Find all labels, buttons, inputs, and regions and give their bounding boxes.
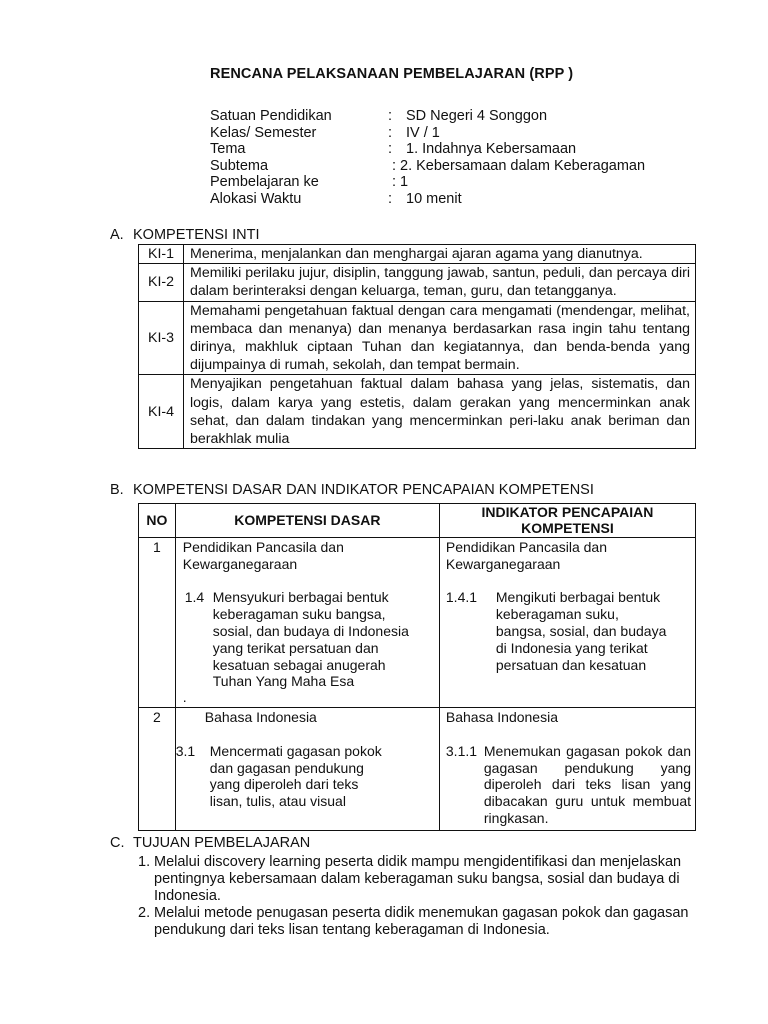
indicator-subject: Pendidikan Pancasila dan Kewarganegaraan — [445, 539, 608, 572]
row-number-text: 1 — [152, 539, 161, 555]
indicator-cell — [439, 708, 695, 831]
kd-cell — [175, 708, 439, 831]
section-title: KOMPETENSI INTI — [133, 227, 260, 243]
indicator-item — [446, 743, 691, 827]
kd-row-number — [139, 708, 176, 831]
kompetensi-inti-table — [138, 244, 696, 449]
kd-header-row — [139, 504, 696, 538]
identity-label: Satuan Pendidikan — [210, 108, 332, 124]
header-kompetensi-dasar: KOMPETENSI DASAR — [175, 504, 439, 538]
tujuan-item — [138, 905, 693, 939]
ki-code: KI-2 — [139, 264, 184, 301]
tujuan-item — [138, 854, 693, 905]
identity-colon: : — [388, 190, 393, 207]
tujuan-text: Melalui metode penugasan peserta didik menemukan gagasan pokok dan gagasan pendukung dari teks lisan tentang keberagaman di Indonesia. — [154, 905, 689, 938]
kd-item — [176, 743, 435, 810]
ki-row — [139, 375, 696, 449]
kd-row — [139, 708, 696, 831]
identity-value: IV / 1 — [406, 124, 440, 141]
kd-tail: . — [182, 689, 187, 706]
header-no: NO — [139, 504, 176, 538]
indicator-text: Mengikuti berbagai bentuk keberagaman suku, bangsa, sosial, dan budaya di Indonesia yang terikat persatuan dan kesatuan — [495, 589, 667, 673]
kd-item — [183, 589, 435, 690]
kd-subject: Pendidikan Pancasila dan Kewarganegaraan — [182, 539, 344, 572]
indicator-number: 3.1.1 — [445, 742, 478, 759]
tujuan-number: 2. — [138, 905, 151, 921]
ki-row — [139, 301, 696, 375]
section-letter: B. — [110, 482, 124, 498]
ki-row — [139, 264, 696, 301]
identity-value: 1. Indahnya Kebersamaan — [406, 141, 577, 158]
ki-code: KI-4 — [139, 375, 184, 449]
identity-colon: : — [388, 124, 393, 141]
tujuan-list — [138, 854, 693, 939]
section-heading-b — [110, 482, 594, 498]
identity-value: SD Negeri 4 Songgon — [406, 108, 548, 124]
identity-value: 1 — [400, 174, 409, 191]
section-title: KOMPETENSI DASAR DAN INDIKATOR PENCAPAIAN KOMPETENSI — [133, 482, 594, 498]
indicator-number: 1.4.1 — [445, 589, 478, 606]
kd-row — [139, 538, 696, 708]
indicator-item — [446, 589, 691, 673]
identity-label: Kelas/ Semester — [210, 124, 317, 141]
ki-row — [139, 245, 696, 264]
kd-text: Mensyukuri berbagai bentuk keberagaman suku bangsa, sosial, dan budaya di Indonesia yang terikat persatuan dan kesatuan sebagai anugerah Tuhan Yang Maha Esa — [212, 589, 409, 690]
kd-subject: Bahasa Indonesia — [204, 709, 317, 726]
kompetensi-dasar-table — [138, 503, 696, 831]
identity-label: Pembelajaran ke — [210, 174, 319, 191]
identity-value: 2. Kebersamaan dalam Keberagaman — [400, 157, 646, 174]
document-title: RENCANA PELAKSANAAN PEMBELAJARAN (RPP ) — [210, 66, 574, 82]
identity-label: Subtema — [210, 157, 269, 174]
kd-row-number — [139, 538, 176, 708]
tujuan-text: Melalui discovery learning peserta didik mampu mengidentifikasi dan menjelaskan pentingnya kebersamaan dalam keberagaman suku bangsa, sosial dan budaya di Indonesia. — [154, 854, 682, 904]
indicator-cell — [439, 538, 695, 708]
ki-description: Menerima, menjalankan dan menghargai ajaran agama yang dianutnya. — [184, 245, 696, 264]
section-letter: C. — [110, 835, 125, 851]
identity-colon: : — [392, 157, 397, 174]
identity-label: Tema — [210, 141, 246, 158]
identity-colon: : — [388, 141, 393, 158]
identity-colon: : — [392, 174, 397, 191]
section-heading-c — [110, 835, 310, 851]
identity-colon: : — [388, 108, 393, 124]
section-title: TUJUAN PEMBELAJARAN — [133, 835, 311, 851]
indicator-text: Menemukan gagasan pokok dan gagasan pendukung yang diperoleh dari teks lisan yang dibacakan guru untuk membuat ringkasan. — [483, 742, 691, 826]
kd-cell — [175, 538, 439, 708]
section-heading-a — [110, 227, 260, 243]
row-number-text: 2 — [152, 709, 161, 726]
identity-label: Alokasi Waktu — [210, 190, 302, 207]
kd-number: 1.4 — [184, 589, 205, 606]
kd-number: 3.1 — [175, 742, 196, 759]
header-indikator: INDIKATOR PENCAPAIAN KOMPETENSI — [439, 504, 695, 538]
tujuan-number: 1. — [138, 854, 151, 870]
ki-description: Menyajikan pengetahuan faktual dalam bahasa yang jelas, sistematis, dan logis, dalam karya yang estetis, dalam gerakan yang mencerminkan anak sehat, dan dalam tindakan yang mencerminkan peri-laku anak beriman dan berakhlak mulia — [184, 375, 696, 449]
section-letter: A. — [110, 227, 124, 243]
identity-value: 10 menit — [406, 190, 462, 207]
ki-code: KI-1 — [139, 245, 184, 264]
ki-description: Memiliki perilaku jujur, disiplin, tanggung jawab, santun, peduli, dan percaya diri dalam berinteraksi dengan keluarga, teman, guru, dan tetangganya. — [184, 264, 696, 301]
kd-text: Mencermati gagasan pokok dan gagasan pendukung yang diperoleh dari teks lisan, tulis, atau visual — [209, 742, 382, 810]
ki-description: Memahami pengetahuan faktual dengan cara mengamati (mendengar, melihat, membaca dan menanya) dan menanya berdasarkan rasa ingin tahu tentang dirinya, makhluk ciptaan Tuhan dan kegiatannya, dan benda-benda yang dijumpainya di rumah, sekolah, dan tempat bermain. — [184, 301, 696, 375]
indicator-subject: Bahasa Indonesia — [445, 709, 558, 726]
ki-code: KI-3 — [139, 301, 184, 375]
